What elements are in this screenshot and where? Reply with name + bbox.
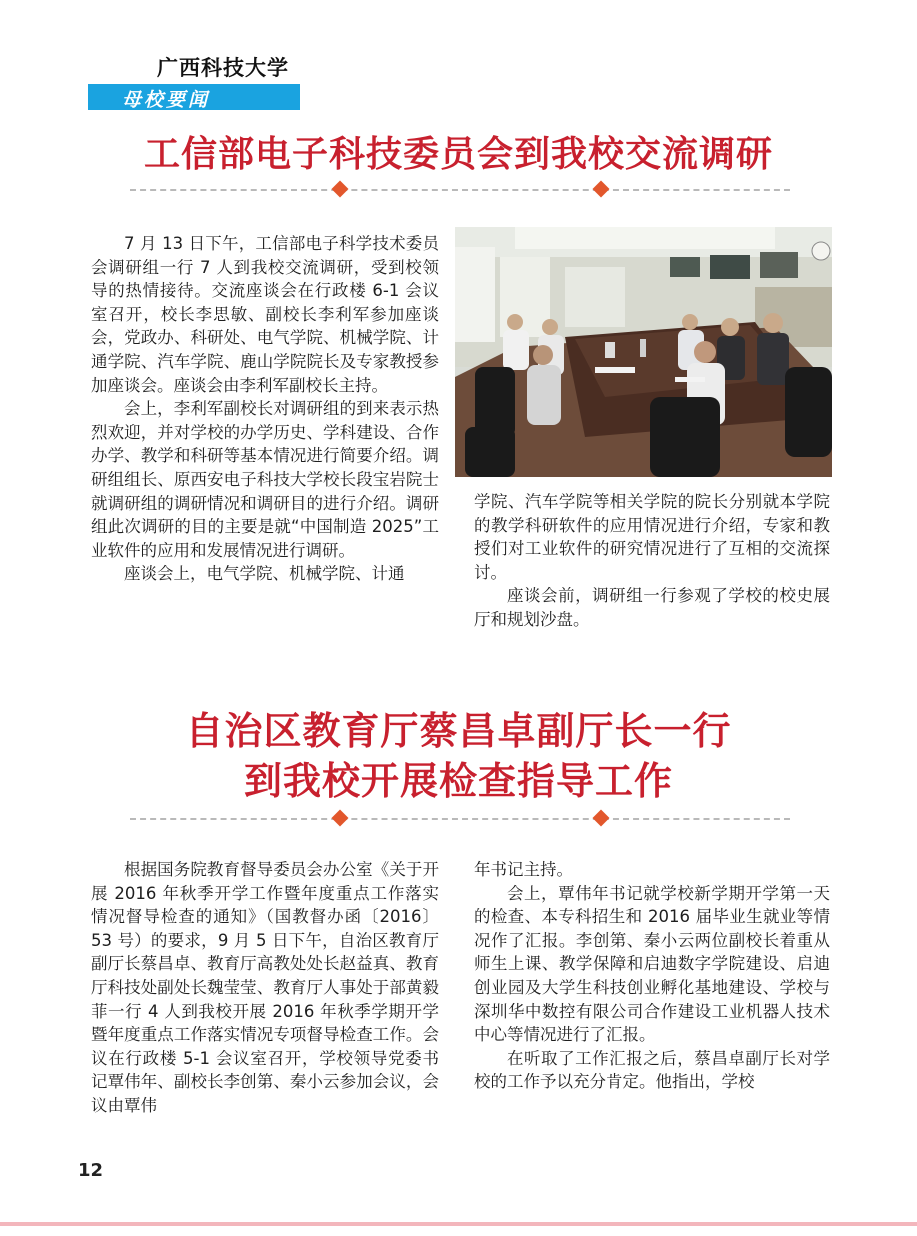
- section-label: 母校要闻: [122, 89, 211, 111]
- article2-left-column: [91, 858, 439, 1118]
- paragraph: 会上，覃伟年书记就学校新学期开学第一天的检查、本专科招生和 2016 届毕业生就业等情况作了汇报。李创第、秦小云两位副校长着重从师生上课、教学保障和启迪数字学院建设、启迪创业园及大学生科技创业孵化基地建设、学校与深圳华中数控有限公司合作建设工业机器人技术中心等情况进行了汇报。: [474, 883, 830, 1045]
- article2-title-line2: 到我校开展检查指导工作: [243, 758, 673, 803]
- article2-right-column: [474, 858, 830, 1094]
- paragraph: 根据国务院教育督导委员会办公室《关于开展 2016 年秋季开学工作暨年度重点工作落实情况督导检查的通知》（国教督办函〔2016〕53 号）的要求，9 月 5 日下午，自治区教育厅副厅长蔡昌卓、教育厅高教处处长赵益真、教育厅科技处副处长魏莹莹、教育厅人事处于部黄毅菲一行 4 人到我校开展 2016 年秋季学期开学暨年度重点工作落实情况专项督导检查工作。会议在行政楼 5-1 会议室召开，学校领导党委书记覃伟年、副校长李创第、秦小云参加会议，会议由覃伟: [91, 860, 439, 1115]
- divider-diamond-icon: [332, 181, 349, 198]
- article1-title: 工信部电子科技委员会到我校交流调研: [143, 133, 773, 175]
- paragraph: 学院、汽车学院等相关学院的院长分别就本学院的教学科研软件的应用情况进行介绍，专家和教授们对工业软件的研究情况进行了互相的交流探讨。: [474, 492, 830, 582]
- paragraph: 会上，李利军副校长对调研组的到来表示热烈欢迎，并对学校的办学历史、学科建设、合作办学、教学和科研等基本情况进行简要介绍。调研组组长、原西安电子科技大学校长段宝岩院士就调研组的调研情况和调研目的进行介绍。调研组此次调研的目的主要是就“中国制造 2025”工业软件的应用和发展情况进行调研。: [91, 399, 439, 560]
- divider-diamond-icon: [593, 810, 610, 827]
- article2-title-line1: 自治区教育厅蔡昌卓副厅长一行: [185, 708, 732, 753]
- section-banner: [88, 84, 300, 110]
- divider-diamond-icon: [332, 810, 349, 827]
- masthead-school-name: 广西科技大学: [157, 55, 289, 80]
- paragraph: 7 月 13 日下午，工信部电子科学技术委员会调研组一行 7 人到我校交流调研，受到校领导的热情接待。交流座谈会在行政楼 6-1 会议室召开，校长李思敏、副校长李利军参加座谈会，党政办、科研处、电气学院、机械学院、计通学院、汽车学院、鹿山学院院长及专家教授参加座谈会。座谈会由李利军副校长主持。: [91, 234, 439, 395]
- paragraph: 座谈会前，调研组一行参观了学校的校史展厅和规划沙盘。: [474, 586, 830, 629]
- divider-1: [130, 189, 790, 191]
- divider-diamond-icon: [593, 181, 610, 198]
- footer-strip: [0, 1222, 917, 1226]
- paragraph: 年书记主持。: [474, 860, 573, 879]
- paragraph: 座谈会上，电气学院、机械学院、计通: [124, 564, 405, 584]
- meeting-photo: [455, 227, 832, 477]
- page-number: 12: [78, 1160, 104, 1181]
- article1-right-column: [474, 490, 830, 632]
- article1-left-column: [91, 232, 439, 586]
- paragraph: 在听取了工作汇报之后，蔡昌卓副厅长对学校的工作予以充分肯定。他指出，学校: [474, 1048, 830, 1092]
- divider-2: [130, 818, 790, 820]
